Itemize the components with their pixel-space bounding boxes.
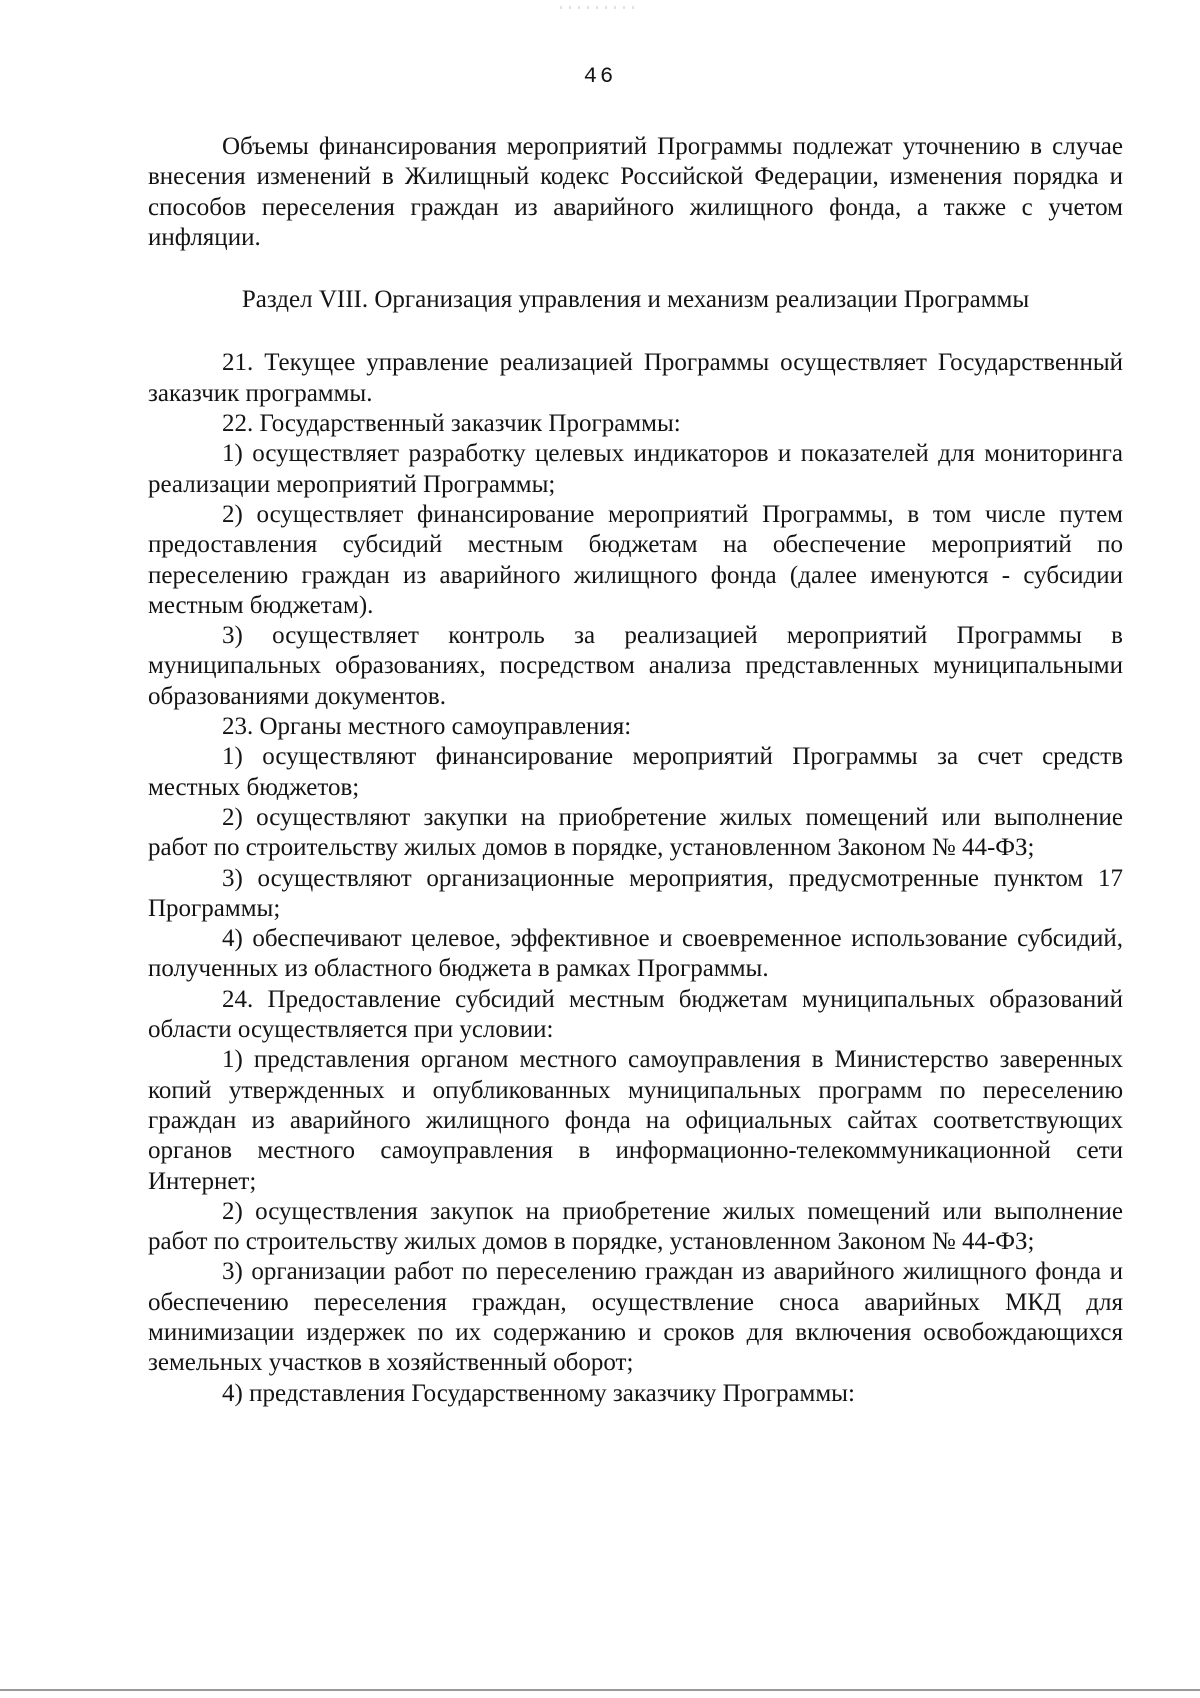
intro-paragraph: Объемы финансирования мероприятий Программы подлежат уточнению в случае внесения изменений в Жилищный кодекс Российской Федерации, изменения порядка и способов переселения граждан из аварийного жилищного фонда, а также с учетом инфляции. <box>148 133 1123 251</box>
paragraph-21: 21. Текущее управление реализацией Программы осуществляет Государственный заказчик программы. <box>148 349 1123 407</box>
paragraph-24-item-1: 1) представления органом местного самоуправления в Министерство заверенных копий утвержденных и опубликованных муниципальных программ по переселению граждан из аварийного жилищного фонда на официальных сайтах соответствующих органов местного самоуправления в информационно-телекоммуникационной сети Интернет; <box>148 1046 1123 1195</box>
bottom-rule <box>0 1689 1200 1691</box>
page-number: 46 <box>583 64 617 89</box>
paragraph-24-item-2: 2) осуществления закупок на приобретение жилых помещений или выполнение работ по строительству жилых домов в порядке, установленном Законом № 44-ФЗ; <box>148 1197 1123 1256</box>
paragraph-23: 23. Органы местного самоуправления: <box>222 713 632 741</box>
document-body <box>148 132 1123 1409</box>
paragraph-22-item-3: 3) осуществляет контроль за реализацией мероприятий Программы в муниципальных образованиях, посредством анализа представленных муниципальными образованиями документов. <box>148 622 1123 710</box>
paragraph-24: 24. Предоставление субсидий местным бюджетам муниципальных образований области осуществляется при условии: <box>148 985 1123 1044</box>
section-heading: Раздел VIII. Организация управления и механизм реализации Программы <box>241 286 1030 314</box>
paragraph-23-item-1: 1) осуществляют финансирование мероприятий Программы за счет средств местных бюджетов; <box>148 743 1123 801</box>
paragraph-22-item-2: 2) осуществляет финансирование мероприятий Программы, в том числе путем предоставления субсидий местным бюджетам на обеспечение мероприятий по переселению граждан из аварийного жилищного фонда (далее именуются - субсидии местным бюджетам). <box>148 500 1123 619</box>
scan-artifact <box>560 6 640 9</box>
paragraph-24-item-3: 3) организации работ по переселению граждан из аварийного жилищного фонда и обеспечению переселения граждан, осуществление сноса аварийных МКД для минимизации издержек по их содержанию и сроков для включения освобождающихся земельных участков в хозяйственный оборот; <box>148 1258 1123 1377</box>
paragraph-22: 22. Государственный заказчик Программы: <box>222 410 681 438</box>
paragraph-23-item-3: 3) осуществляют организационные мероприятия, предусмотренные пунктом 17 Программы; <box>148 864 1123 922</box>
paragraph-23-item-4: 4) обеспечивают целевое, эффективное и своевременное использование субсидий, полученных из областного бюджета в рамках Программы. <box>148 925 1123 983</box>
paragraph-23-item-2: 2) осуществляют закупки на приобретение жилых помещений или выполнение работ по строительству жилых домов в порядке, установленном Законом № 44-ФЗ; <box>148 803 1123 862</box>
paragraph-24-item-4: 4) представления Государственному заказчику Программы: <box>222 1379 855 1407</box>
paragraph-22-item-1: 1) осуществляет разработку целевых индикаторов и показателей для мониторинга реализации мероприятий Программы; <box>148 440 1123 498</box>
